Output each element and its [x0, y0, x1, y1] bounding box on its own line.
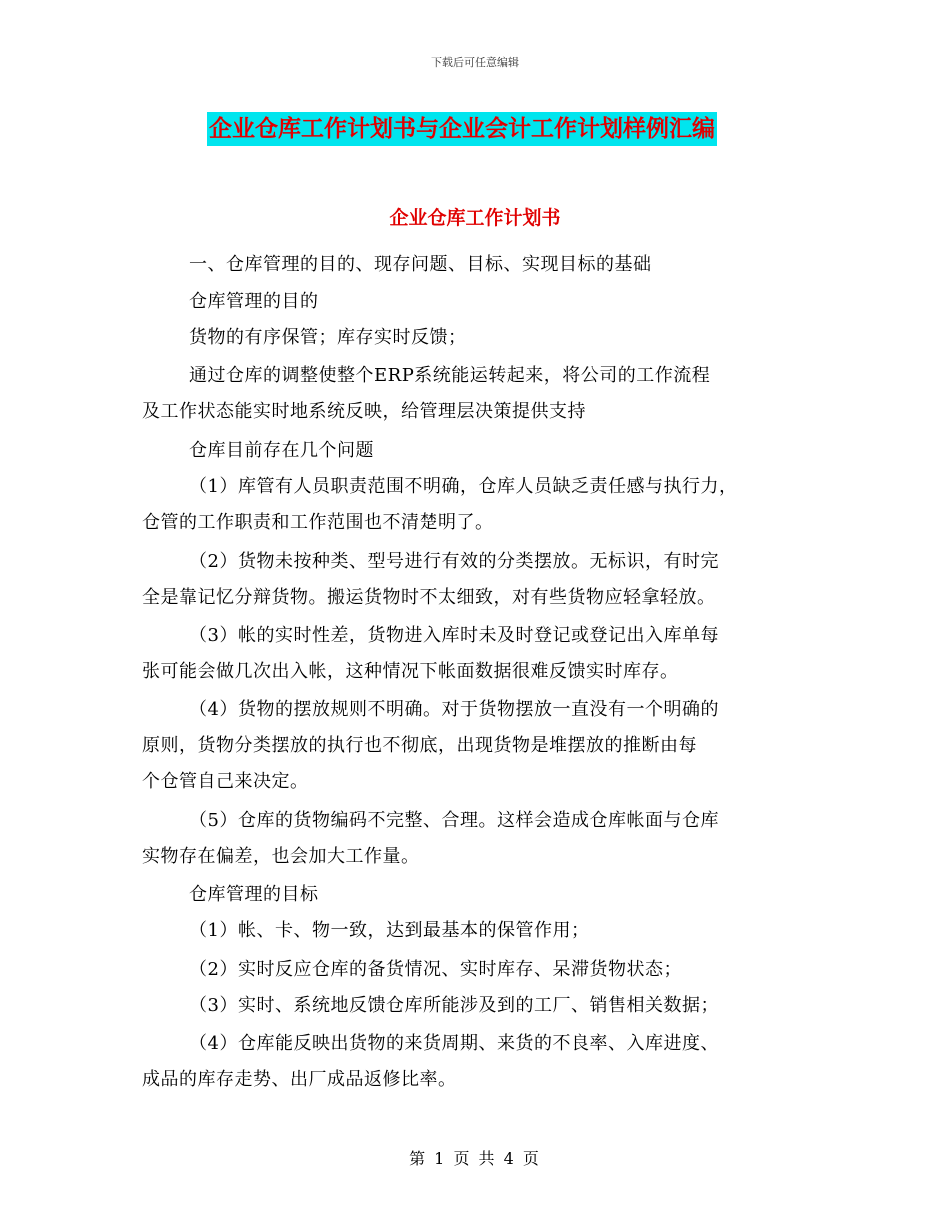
paragraph-line: 货物的有序保管；库存实时反馈； — [189, 327, 467, 348]
paragraph-line: 及工作状态能实时地系统反映，给管理层决策提供支持 — [142, 401, 586, 422]
paragraph-line: （2）货物未按种类、型号进行有效的分类摆放。无标识，有时完 — [189, 551, 719, 572]
paragraph-line: （1）库管有人员职责范围不明确，仓库人员缺乏责任感与执行力， — [189, 476, 738, 497]
paragraph-line: 仓库管理的目的 — [189, 291, 319, 312]
section-title: 企业仓库工作计划书 — [389, 207, 561, 229]
paragraph-line: 成品的库存走势、出厂成品返修比率。 — [142, 1069, 457, 1090]
paragraph-line: 仓库目前存在几个问题 — [189, 440, 374, 461]
paragraph-line: 原则，货物分类摆放的执行也不彻底，出现货物是堆摆放的推断由每 — [142, 735, 697, 756]
paragraph-line: 全是靠记忆分辩货物。搬运货物时不太细致，对有些货物应轻拿轻放。 — [142, 587, 716, 608]
paragraph-line: 通过仓库的调整使整个ERP系统能运转起来，将公司的工作流程 — [189, 365, 711, 386]
paragraph-line: 仓管的工作职责和工作范围也不清楚明了。 — [142, 512, 494, 533]
paragraph-line: （3）实时、系统地反馈仓库所能涉及到的工厂、销售相关数据； — [189, 995, 719, 1016]
paragraph-line: 仓库管理的目标 — [189, 884, 319, 905]
paragraph-line: （1）帐、卡、物一致，达到最基本的保管作用； — [189, 920, 590, 941]
page-number: 第 1 页 共 4 页 — [409, 1149, 541, 1168]
paragraph-line: 个仓管自己来决定。 — [142, 771, 309, 792]
paragraph-line: 实物存在偏差，也会加大工作量。 — [142, 846, 420, 867]
paragraph-line: 张可能会做几次出入帐，这种情况下帐面数据很难反馈实时库存。 — [142, 661, 679, 682]
paragraph-line: （2）实时反应仓库的备货情况、实时库存、呆滞货物状态； — [189, 959, 682, 980]
paragraph-line: （5）仓库的货物编码不完整、合理。这样会造成仓库帐面与仓库 — [189, 810, 719, 831]
document-title: 企业仓库工作计划书与企业会计工作计划样例汇编 — [207, 112, 717, 146]
heading-line: 一、仓库管理的目的、现存问题、目标、实现目标的基础 — [189, 254, 652, 275]
paragraph-line: （4）货物的摆放规则不明确。对于货物摆放一直没有一个明确的 — [189, 699, 719, 720]
paragraph-line: （4）仓库能反映出货物的来货周期、来货的不良率、入库进度、 — [189, 1033, 719, 1054]
paragraph-line: （3）帐的实时性差，货物进入库时未及时登记或登记出入库单每 — [189, 625, 719, 646]
header-note: 下载后可任意编辑 — [431, 56, 519, 69]
